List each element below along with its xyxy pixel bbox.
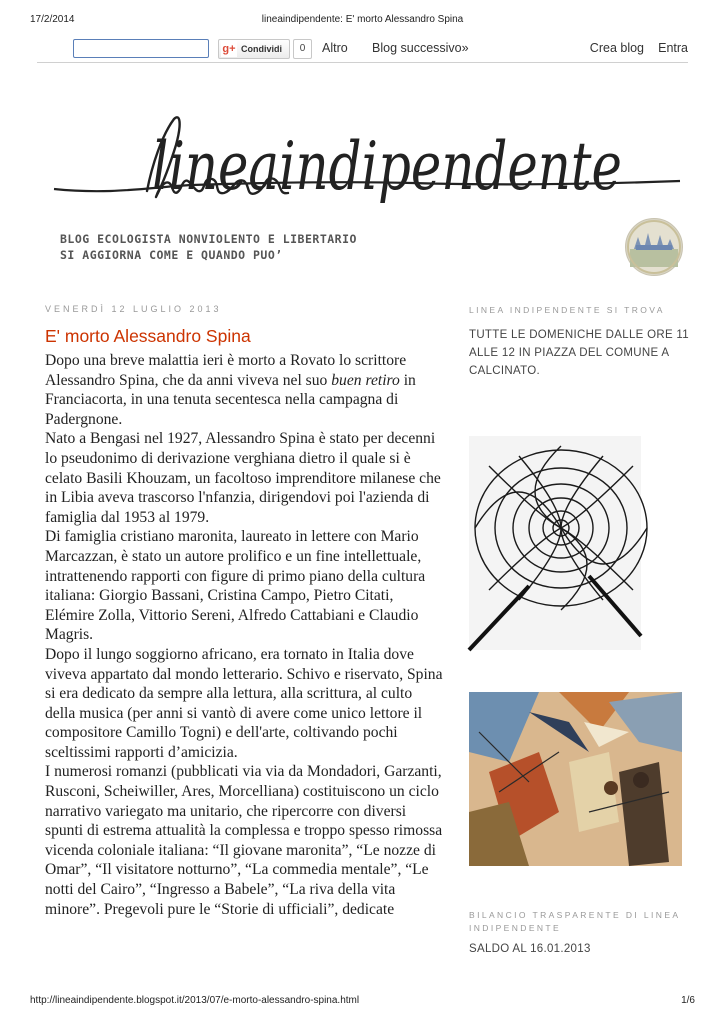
share-button[interactable] (218, 39, 290, 59)
google-plus-icon: g+ (222, 43, 236, 55)
print-date: 17/2/2014 (30, 14, 75, 25)
sidebar-image-painting[interactable] (469, 692, 682, 866)
blog-tagline (60, 231, 357, 263)
tagline-line-1: BLOG ECOLOGISTA NONVIOLENTO E LIBERTARIO (60, 232, 357, 246)
tower-photo-icon (469, 436, 641, 650)
search-input[interactable] (73, 39, 209, 58)
logo-handwriting (52, 105, 682, 225)
print-title: lineaindipendente: E' morto Alessandro Spina (261, 14, 464, 25)
emphasis-text: buen retiro (331, 371, 400, 389)
tagline-line-2: SI AGGIORNA COME E QUANDO PUO’ (60, 248, 283, 262)
post-paragraph: I numerosi romanzi (pubblicati via via da Mondadori, Garzanti, Rusconi, Scheiwiller, Ares, Morcelliana) costituiscono un ciclo narrativo variegato ma unitario, che ripercorre con diversi spunti di estrema attualità la complessa e troppo spesso rimossa vicenda coloniale italiana: “Il giovane maronita”, “Le nozze di Omar”, “Il visitatore notturno”, “La commedia mentale”, “Le notti del Cairo”, “Ingresso a Babele”, “La riva della vita minore”. Pregevoli pure le “Storie di ufficiali”, dedicate (45, 763, 443, 918)
print-page-number: 1/6 (681, 995, 695, 1006)
logo-text: lineaindipendente (152, 128, 622, 205)
post-paragraph: Dopo una breve malattia ieri è morto a Rovato lo scrittore Alessandro Spina, che da anni viveva nel suo buen retiro in Franciacorta, in una tenuta secentesca nella campagna di Padergnone. (45, 352, 416, 428)
altro-link[interactable]: Altro (322, 41, 348, 55)
print-header (30, 14, 695, 28)
share-label: Condividi (241, 44, 282, 54)
sidebar-heading-location: LINEA INDIPENDENTE SI TROVA (469, 305, 665, 315)
share-count: 0 (293, 39, 312, 59)
post-paragraph: Nato a Bengasi nel 1927, Alessandro Spina è stato per decenni lo pseudonimo di derivazione verghiana dietro il quale si è celato Basili Khouzam, un facoltoso imprenditore milanese che in Libia aveva trascorso l'nfanzia, dirigendovi poi l'azienda di famiglia dal 1953 al 1979. (45, 430, 441, 526)
painting-illustration-icon (469, 692, 682, 866)
post-title[interactable]: E' morto Alessandro Spina (45, 326, 251, 346)
post-body (45, 351, 445, 919)
sidebar-heading-budget: BILANCIO TRASPARENTE DI LINEA INDIPENDENTE (469, 910, 680, 933)
print-footer (30, 995, 695, 1009)
blogger-navbar (37, 36, 688, 63)
post-date: VENERDÌ 12 LUGLIO 2013 (45, 304, 222, 314)
header-badge-image[interactable] (625, 218, 683, 276)
sidebar-image-tower[interactable] (469, 436, 641, 650)
print-url: http://lineaindipendente.blogspot.it/2013/07/e-morto-alessandro-spina.html (30, 995, 360, 1006)
sidebar-text-location: TUTTE LE DOMENICHE DALLE ORE 11 ALLE 12 IN PIAZZA DEL COMUNE A CALCINATO. (469, 329, 689, 377)
next-blog-link[interactable]: Blog successivo» (372, 41, 469, 55)
blog-logo[interactable] (52, 105, 682, 225)
post-paragraph: Dopo il lungo soggiorno africano, era tornato in Italia dove viveva appartato dal mondo letterario. Schivo e riservato, Spina si era dedicato da sempre alla lettura, alla scrittura, al culto della musica (per anni si vantò di avere come unico lettore il compositore Camillo Togni) e dell'arte, coltivando pochi sceltissimi rapporti d’amicizia. (45, 645, 443, 761)
sign-in-link[interactable]: Entra (658, 41, 688, 55)
badge-illustration-icon (626, 219, 682, 275)
post-paragraph: Di famiglia cristiano maronita, laureato in lettere con Mario Marcazzan, è stato un autore prolifico e un fine intellettuale, intrattenendo rapporti con figure di primo piano della cultura italiana: Giorgio Bassani, Cristina Campo, Pietro Citati, Elémire Zolla, Vittorio Sereni, Alfredo Cattabiani e Claudio Magris. (45, 528, 426, 644)
sidebar-text-budget: SALDO AL 16.01.2013 (469, 943, 591, 955)
create-blog-link[interactable]: Crea blog (589, 41, 644, 55)
